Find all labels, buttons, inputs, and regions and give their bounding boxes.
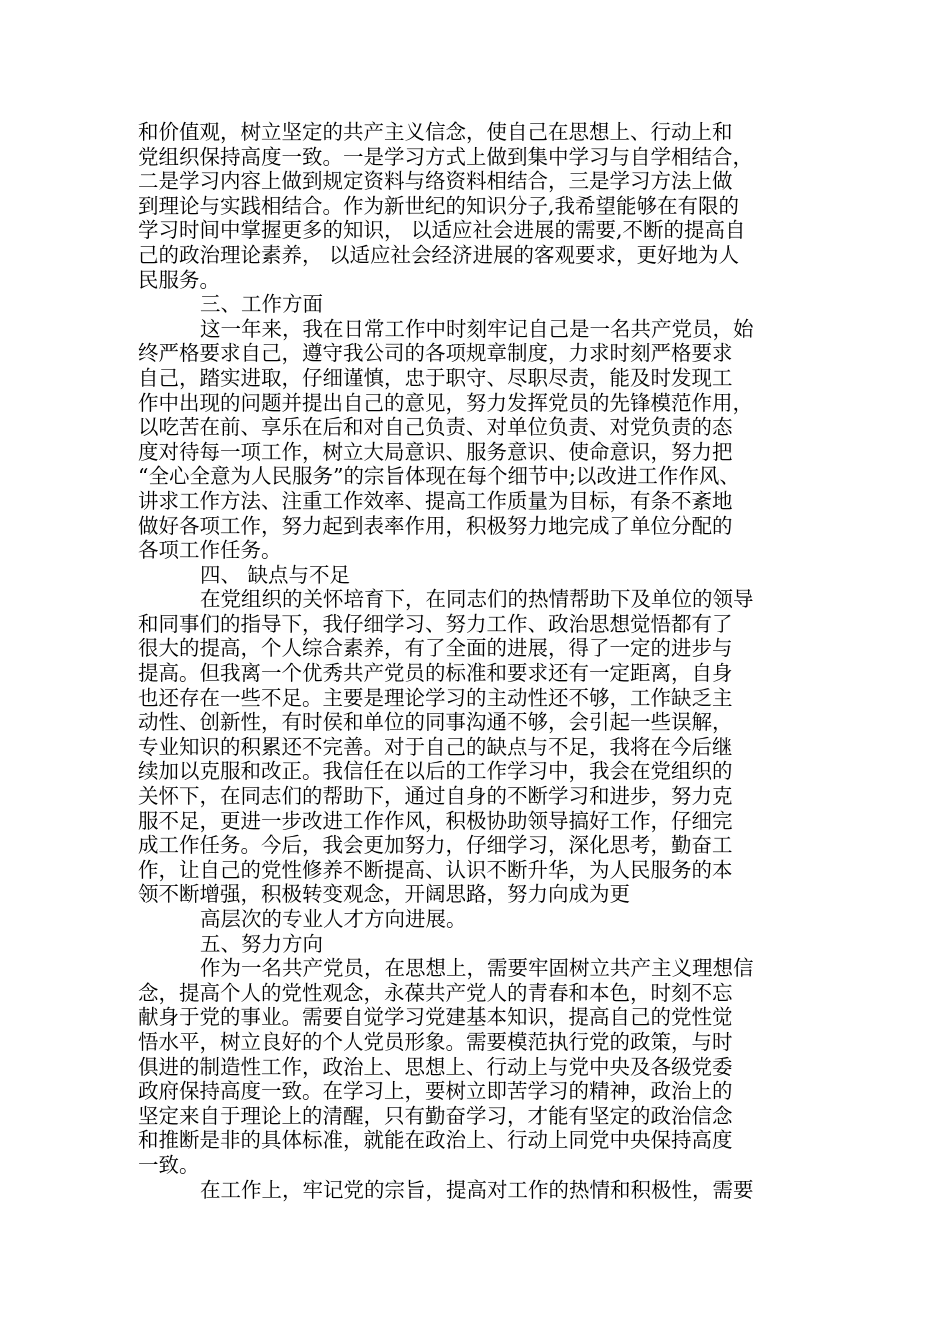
text-line: 动性、创新性，有时侯和单位的同事沟通不够，会引起一些误解， — [138, 710, 733, 735]
text-line: 和价值观，树立坚定的共产主义信念，使自己在思想上、行动上和 — [138, 120, 733, 144]
text-line: 学习时间中掌握更多的知识， 以适应社会进展的需要,不断的提高自 — [138, 218, 746, 243]
text-line: 以吃苦在前、享乐在后和对自己负责、对单位负责、对党负责的态 — [138, 415, 733, 440]
text-line: 四、 缺点与不足 — [200, 562, 351, 587]
text-line: 和推断是非的具体标准，就能在政治上、行动上同党中央保持高度 — [138, 1128, 733, 1153]
text-line: 自己，踏实进取，仔细谨慎，忠于职守、尽职尽责，能及时发现工 — [138, 365, 733, 390]
text-line: 到理论与实践相结合。作为新世纪的知识分子,我希望能够在有限的 — [138, 193, 740, 218]
text-line: 二是学习内容上做到规定资料与络资料相结合，三是学习方法上做 — [138, 169, 733, 194]
text-line: 成工作任务。今后，我会更加努力，仔细学习，深化思考，勤奋工 — [138, 833, 733, 858]
text-line: 五、努力方向 — [200, 931, 323, 956]
text-line: 高层次的专业人才方向进展。 — [200, 907, 467, 931]
text-line: 坚定来自于理论上的清醒，只有勤奋学习，才能有坚定的政治信念 — [138, 1103, 733, 1128]
text-line: “全心全意为人民服务”的宗旨体现在每个细节中;以改进工作作风、 — [138, 464, 740, 489]
text-line: 献身于党的事业。需要自觉学习党建基本知识，提高自己的党性觉 — [138, 1005, 733, 1030]
text-line: 各项工作任务。 — [138, 538, 282, 563]
text-line: 领不断增强，积极转变观念，开阔思路，努力向成为更 — [138, 882, 630, 907]
text-line: 三、工作方面 — [200, 292, 323, 317]
text-line: 很大的提高，个人综合素养，有了全面的进展，得了一定的进步与 — [138, 636, 733, 661]
text-line: 作，让自己的党性修养不断提高、认识不断升华，为人民服务的本 — [138, 857, 733, 882]
text-line: 也还存在一些不足。主要是理论学习的主动性还不够，工作缺乏主 — [138, 685, 733, 710]
text-line: 在党组织的关怀培育下，在同志们的热情帮助下及单位的领导 — [200, 587, 754, 612]
text-line: 作为一名共产党员，在思想上，需要牢固树立共产主义理想信 — [200, 956, 754, 981]
text-line: 提高。但我离一个优秀共产党员的标准和要求还有一定距离，自身 — [138, 661, 733, 686]
text-line: 这一年来，我在日常工作中时刻牢记自己是一名共产党员，始 — [200, 316, 754, 341]
text-line: 俱进的制造性工作，政治上、思想上、行动上与党中央及各级党委 — [138, 1054, 733, 1079]
text-line: 做好各项工作，努力起到表率作用，积极努力地完成了单位分配的 — [138, 513, 733, 538]
text-line: 关怀下，在同志们的帮助下，通过自身的不断学习和进步，努力克 — [138, 784, 733, 809]
text-line: 念，提高个人的党性观念，永葆共产党人的青春和本色，时刻不忘 — [138, 980, 733, 1005]
text-line: 一致。 — [138, 1152, 200, 1177]
text-line: 党组织保持高度一致。一是学习方式上做到集中学习与自学相结合， — [138, 144, 753, 169]
text-line: 己的政治理论素养， 以适应社会经济进展的客观要求，更好地为人 — [138, 242, 740, 267]
text-line: 民服务。 — [138, 267, 220, 292]
text-line: 专业知识的积累还不完善。对于自己的缺点与不足，我将在今后继 — [138, 734, 733, 759]
text-line: 作中出现的问题并提出自己的意见，努力发挥党员的先锋模范作用， — [138, 390, 753, 415]
text-line: 政府保持高度一致。在学习上，要树立即苦学习的精神，政治上的 — [138, 1079, 733, 1104]
text-line: 悟水平，树立良好的个人党员形象。需要模范执行党的政策，与时 — [138, 1029, 733, 1054]
text-line: 在工作上，牢记党的宗旨，提高对工作的热情和积极性，需要 — [200, 1177, 754, 1202]
text-line: 和同事们的指导下，我仔细学习、努力工作、政治思想觉悟都有了 — [138, 611, 733, 636]
document-body — [138, 120, 818, 1202]
text-line: 讲求工作方法、注重工作效率、提高工作质量为目标，有条不紊地 — [138, 488, 733, 513]
text-line: 服不足，更进一步改进工作作风，积极协助领导搞好工作，仔细完 — [138, 808, 733, 833]
text-line: 终严格要求自己，遵守我公司的各项规章制度，力求时刻严格要求 — [138, 341, 733, 366]
text-line: 续加以克服和改正。我信任在以后的工作学习中，我会在党组织的 — [138, 759, 733, 784]
text-line: 度对待每一项工作，树立大局意识、服务意识、使命意识，努力把 — [138, 439, 733, 464]
